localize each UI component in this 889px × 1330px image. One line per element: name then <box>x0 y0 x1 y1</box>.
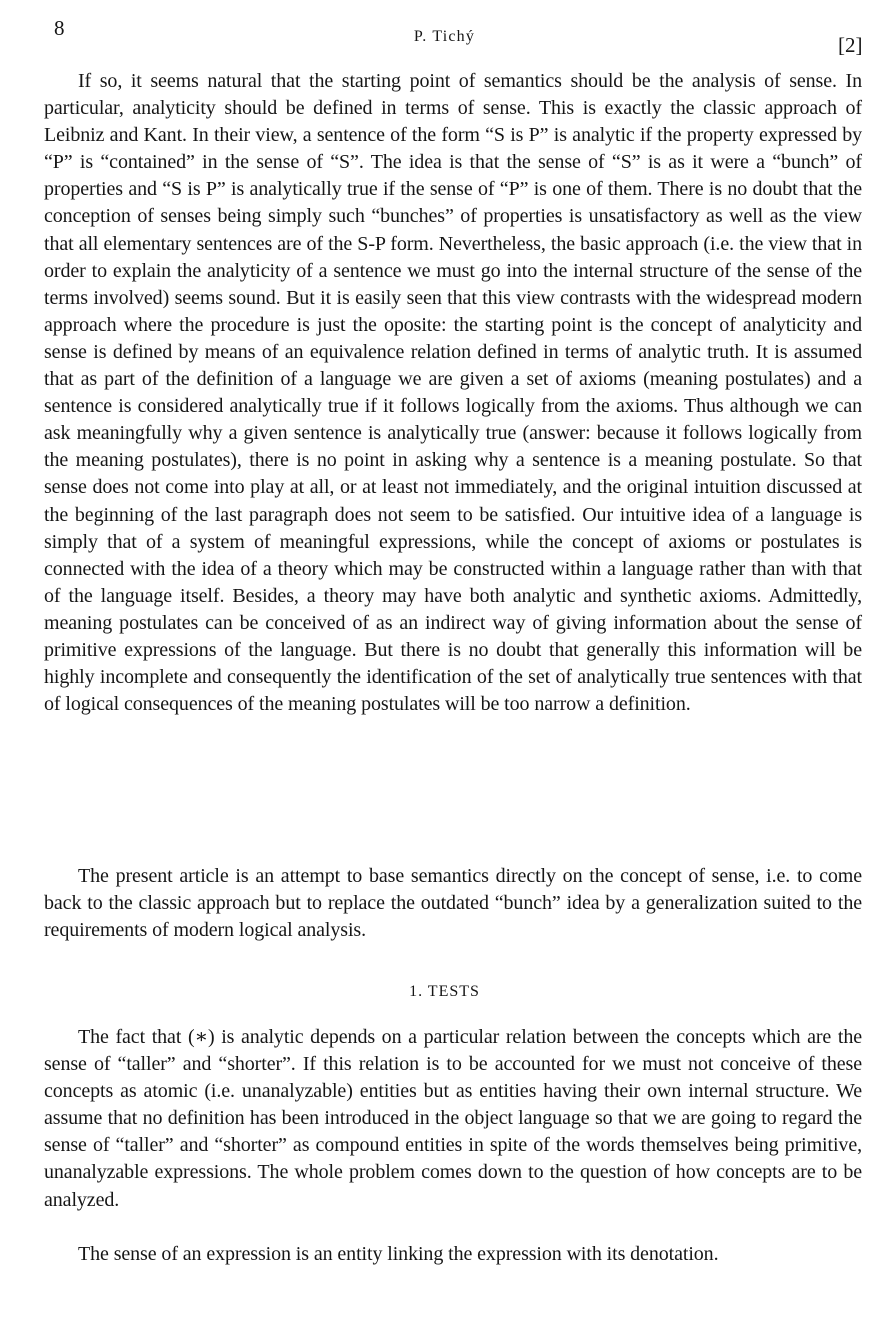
page-number: 8 <box>54 16 65 40</box>
paragraph-tests: The fact that (∗) is analytic depends on a particular relation between the concepts which are the sense of “taller” and “shorter”. If this relation is to be accounted for we must not conceive of these concepts as atomic (i.e. unanalyzable) entities but as entities having their own internal structure. We assume that no definition has been introduced in the object language so that we are going to regard the sense of “taller” and “shorter” as compound entities in spite of the words themselves being primitive, unanalyzable expressions. The whole problem comes down to the question of how concepts are to be analyzed. <box>44 1026 862 1211</box>
reference-number: [2] <box>838 33 863 57</box>
paragraph-analyticity: If so, it seems natural that the starting point of semantics should be the analysis of sense. In particular, analyticity should be defined in terms of sense. This is exactly the classic approach of Leibniz and Kant. In their view, a sentence of the form “S is P” is analytic if the property expressed by “P” is “contained” in the sense of “S”. The idea is that the sense of “S” is as it were a “bunch” of properties and “S is P” is analytically true if the sense of “P” is one of them. There is no doubt that the conception of senses being simply such “bunches” of properties is unsatisfactory as well as the view that all elementary sentences are of the S-P form. Nevertheless, the basic approach (i.e. the view that in order to explain the analyticity of a sentence we must go into the internal structure of the sense of the terms involved) seems sound. But it is easily seen that this view contrasts with the widespread modern approach where the procedure is just the oposite: the starting point is the concept of analyticity and sense is defined by means of an equivalence relation defined in terms of analytic truth. It is assumed that as part of the definition of a language we are given a set of axioms (meaning postulates) and a sentence is considered analytically true if it follows logically from the axioms. Thus although we can ask meaningfully why a given sentence is analytically true (answer: because it follows logically from the meaning postulates), there is no point in asking why a sentence is a meaning postulate. So that sense does not come into play at all, or at least not immediately, and the original intuition discussed at the beginning of the last paragraph does not seem to be satisfied. Our intuitive idea of a language is simply that of a system of meaningful expressions, while the concept of axioms or postulates is connected with the idea of a theory which may be constructed within a language rather than with that of the language itself. Besides, a theory may have both analytic and synthetic axioms. Admittedly, meaning postulates can be conceived of as an indirect way of giving information about the sense of primitive expressions of the language. But there is no doubt that generally this information will be highly incomplete and consequently the identification of the set of analytically true sentences with that of logical consequences of the meaning postulates will be too narrow a definition. <box>44 70 862 716</box>
paragraph-present-article: The present article is an attempt to base semantics directly on the concept of sense, i.e. to come back to the classic approach but to replace the outdated “bunch” idea by a generalization suited to the requirements of modern logical analysis. <box>44 865 862 942</box>
running-head: P. Tichý <box>413 28 476 45</box>
paragraph-sense: The sense of an expression is an entity linking the expression with its denotation. <box>78 1243 719 1265</box>
section-heading: 1. TESTS <box>409 983 480 1000</box>
